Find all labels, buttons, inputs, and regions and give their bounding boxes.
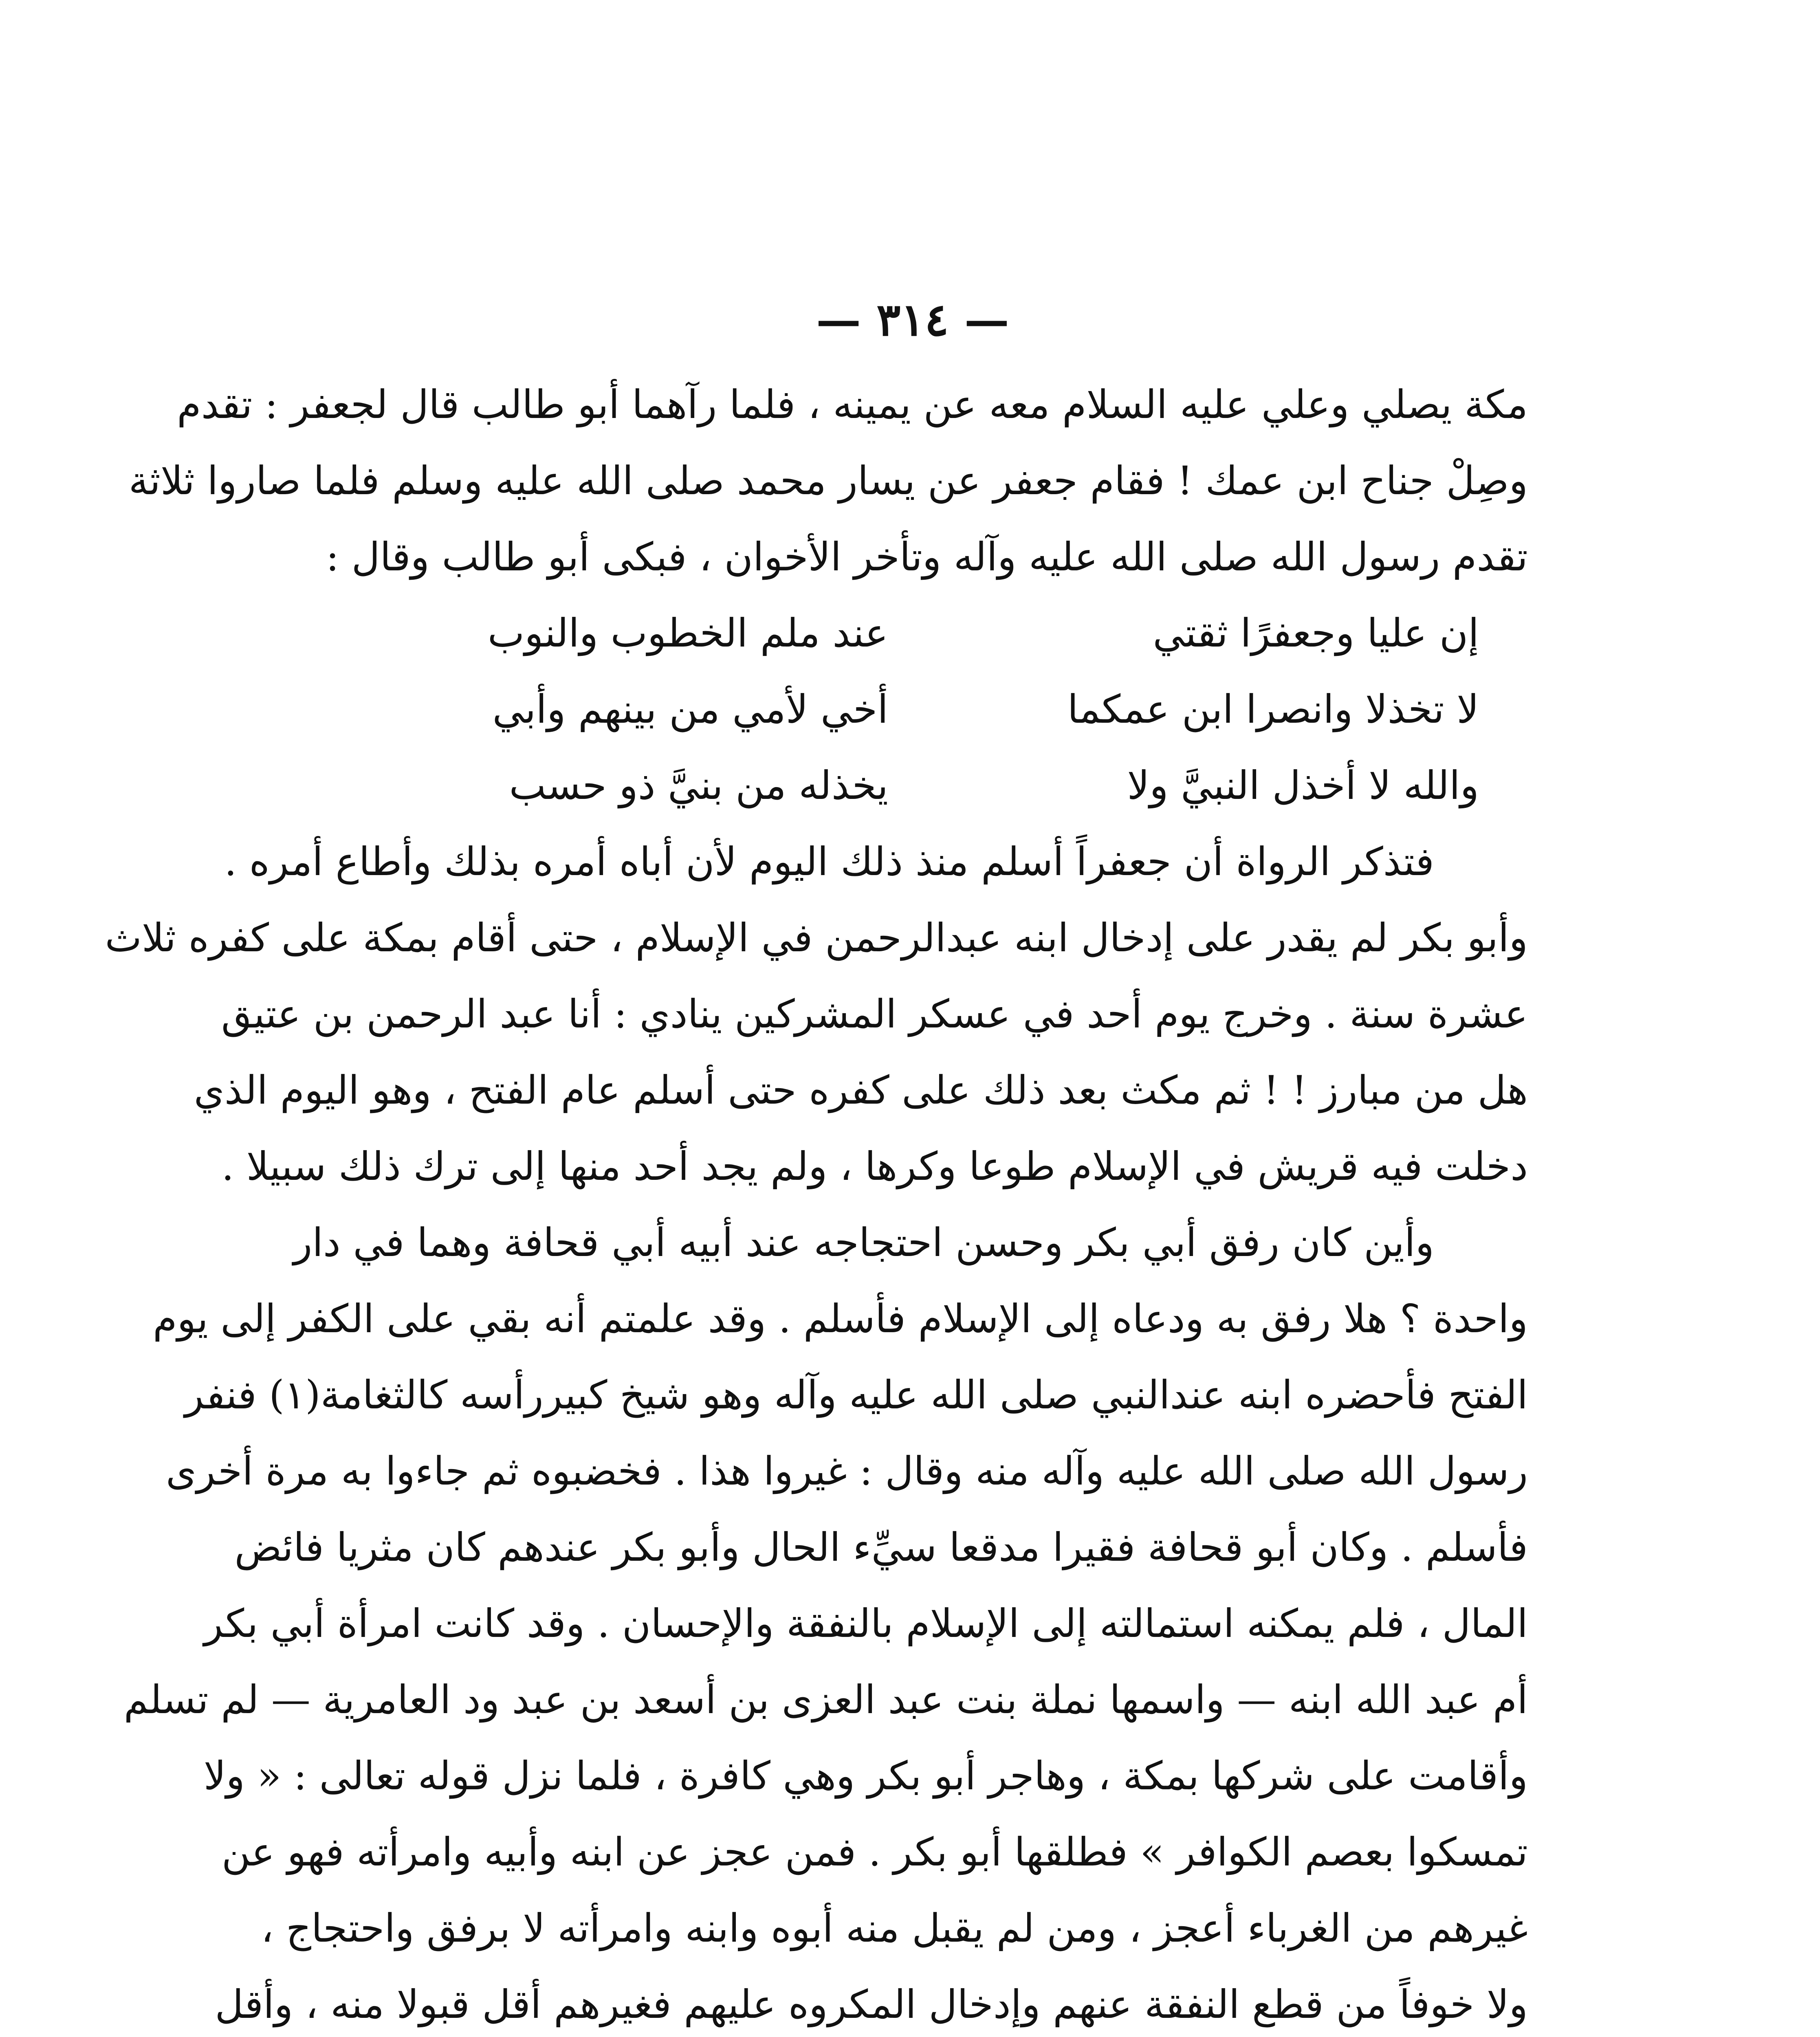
verse-second-hemistich: عند ملم الخطوب والنوب: [487, 610, 888, 656]
text-line: دخلت فيه قريش في الإسلام طوعا وكرها ، ولم يجد أحد منها إلى ترك ذلك سبيلا .: [221, 1144, 1528, 1189]
verse-second-hemistich: يخذله من بنيَّ ذو حسب: [509, 763, 888, 808]
text-line: أم عبد الله ابنه — واسمها نملة بنت عبد العزى بن أسعد بن عبد ود العامرية — لم تسلم: [123, 1677, 1528, 1722]
text-line: المال ، فلم يمكنه استمالته إلى الإسلام بالنفقة والإحسان . وقد كانت امرأة أبي بكر: [204, 1601, 1528, 1646]
text-line: وأبو بكر لم يقدر على إدخال ابنه عبدالرحمن في الإسلام ، حتى أقام بمكة على كفره ثلاث: [105, 915, 1528, 961]
text-line: رسول الله صلى الله عليه وآله منه وقال : غيروا هذا . فخضبوه ثم جاءوا به مرة أخرى: [166, 1448, 1528, 1494]
poem-verse: [293, 671, 1528, 748]
text-line: واحدة ؟ هلا رفق به ودعاه إلى الإسلام فأسلم . وقد علمتم أنه بقي على الكفر إلى يوم: [153, 1296, 1528, 1342]
text-line: عشرة سنة . وخرج يوم أحد في عسكر المشركين ينادي : أنا عبد الرحمن بن عتيق: [221, 991, 1528, 1037]
text-line: تقدم رسول الله صلى الله عليه وآله وتأخر الأخوان ، فبكى أبو طالب وقال :: [326, 534, 1528, 580]
poem-verse: [293, 595, 1528, 671]
text-line: ولا خوفاً من قطع النفقة عنهم وإدخال المكروه عليهم فغيرهم أقل قبولا منه ، وأقل: [215, 1982, 1528, 2027]
text-line: وأين كان رفق أبي بكر وحسن احتجاجه عند أبيه أبي قحافة وهما في دار: [293, 1220, 1434, 1265]
text-line: فتذكر الرواة أن جعفراً أسلم منذ ذلك اليوم لأن أباه أمره بذلك وأطاع أمره .: [224, 839, 1434, 884]
verse-second-hemistich: أخي لأمي من بينهم وأبي: [492, 686, 888, 732]
text-line: تمسكوا بعصم الكوافر » فطلقها أبو بكر . فمن عجز عن ابنه وأبيه وامرأته فهو عن: [222, 1829, 1528, 1875]
text-line: وأقامت على شركها بمكة ، وهاجر أبو بكر وهي كافرة ، فلما نزل قوله تعالى : « ولا: [203, 1753, 1528, 1799]
verse-first-hemistich: لا تخذلا وانصرا ابن عمكما: [1067, 686, 1479, 732]
poem-verse: [293, 748, 1528, 824]
text-line: وصِلْ جناح ابن عمك ! فقام جعفر عن يسار محمد صلى الله عليه وسلم فلما صاروا ثلاثة: [128, 458, 1528, 504]
verse-first-hemistich: والله لا أخذل النبيَّ ولا: [1127, 763, 1479, 808]
text-line: هل من مبارز ! ! ثم مكث بعد ذلك على كفره حتى أسلم عام الفتح ، وهو اليوم الذي: [194, 1067, 1528, 1113]
poem: [293, 595, 1528, 824]
main-text: [105, 367, 1528, 2037]
page-number: — ٣١٤ —: [816, 293, 1009, 346]
text-line: مكة يصلي وعلي عليه السلام معه عن يمينه ، فلما رآهما أبو طالب قال لجعفر : تقدم: [177, 382, 1528, 427]
text-line: غيرهم من الغرباء أعجز ، ومن لم يقبل منه أبوه وابنه وامرأته لا برفق واحتجاج ،: [261, 1905, 1528, 1951]
text-line: فأسلم . وكان أبو قحافة فقيرا مدقعا سيِّء الحال وأبو بكر عندهم كان مثريا فائض: [234, 1524, 1528, 1570]
verse-first-hemistich: إن عليا وجعفرًا ثقتي: [1153, 610, 1479, 656]
text-line: الفتح فأحضره ابنه عندالنبي صلى الله عليه وآله وهو شيخ كبيررأسه كالثغامة(١) فنفر: [185, 1372, 1528, 1418]
